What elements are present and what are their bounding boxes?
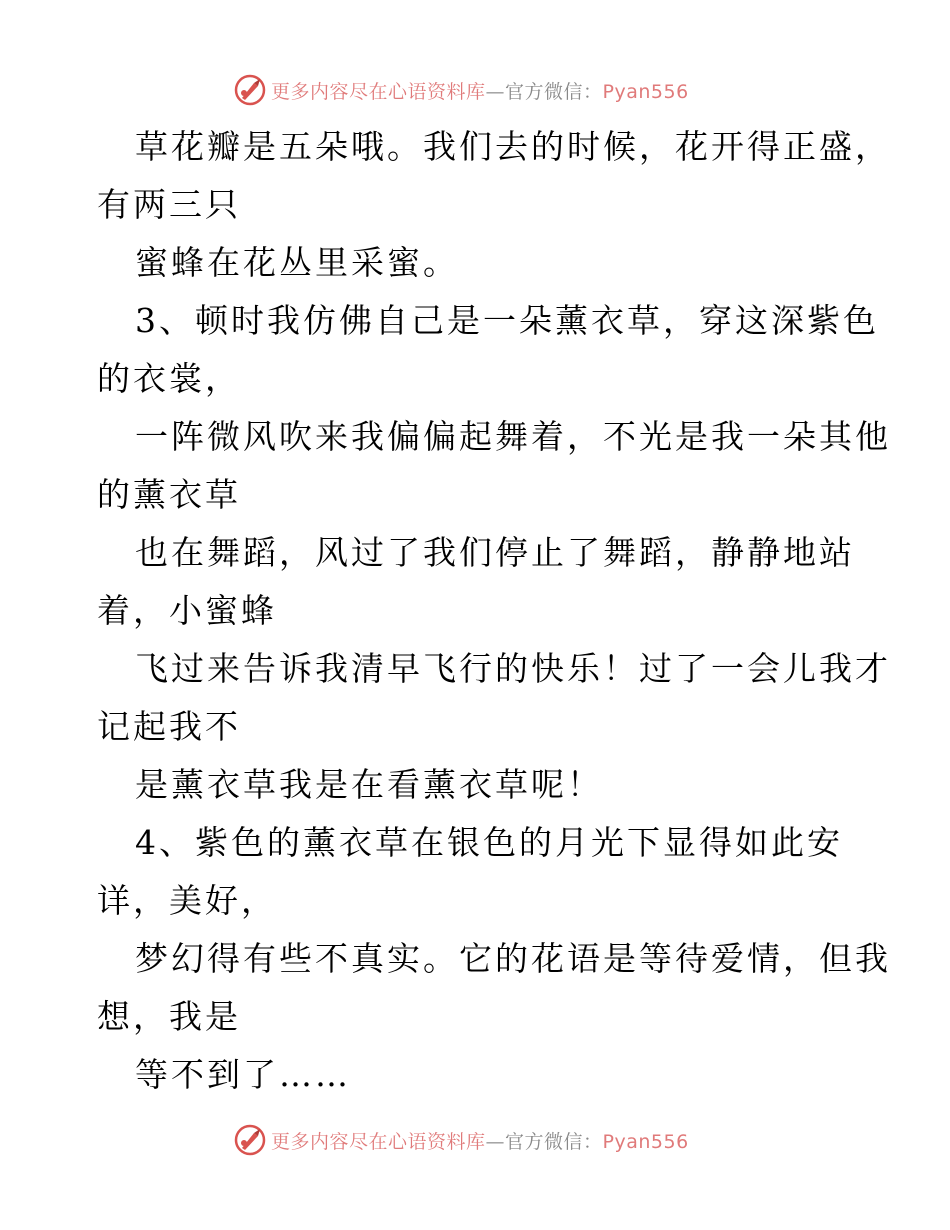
body-line-2: 有两三只: [97, 185, 241, 224]
footer-banner: [233, 1120, 689, 1160]
body-line-14: 详，美好，: [97, 881, 277, 920]
body-line-9: 着，小蜜蜂: [97, 591, 277, 630]
body-line-13: 4、紫色的薰衣草在银色的月光下显得如此安: [135, 823, 843, 862]
document-body: [97, 118, 891, 1104]
body-line-4: 3、顿时我仿佛自己是一朵薰衣草，穿这深紫色: [135, 301, 879, 340]
quill-logo-icon: [233, 73, 267, 107]
body-line-10: 飞过来告诉我清早飞行的快乐！过了一会儿我才: [135, 649, 891, 688]
quill-logo-icon: [233, 1123, 267, 1157]
header-wechat-label: 官方微信：: [505, 80, 603, 103]
header-dash: —: [485, 80, 506, 103]
body-line-3: 蜜蜂在花丛里采蜜。: [135, 243, 459, 282]
footer-site-text: 更多内容尽在心语资料库: [271, 1130, 486, 1153]
body-line-15: 梦幻得有些不真实。它的花语是等待爱情，但我: [135, 939, 891, 978]
footer-wechat-label: 官方微信：: [505, 1130, 603, 1153]
body-line-8: 也在舞蹈，风过了我们停止了舞蹈，静静地站: [135, 533, 855, 572]
body-line-12: 是薰衣草我是在看薰衣草呢！: [135, 765, 603, 804]
footer-wechat-id: Pyan556: [602, 1130, 689, 1153]
header-banner: [233, 70, 689, 110]
body-line-5: 的衣裳，: [97, 359, 241, 398]
footer-dash: —: [485, 1130, 506, 1153]
body-line-17: 等不到了……: [135, 1055, 351, 1094]
header-wechat-id: Pyan556: [602, 80, 689, 103]
body-line-1: 草花瓣是五朵哦。我们去的时候，花开得正盛，: [135, 127, 891, 166]
body-line-6: 一阵微风吹来我偏偏起舞着，不光是我一朵其他: [135, 417, 891, 456]
body-line-16: 想，我是: [97, 997, 241, 1036]
body-line-11: 记起我不: [97, 707, 241, 746]
header-site-text: 更多内容尽在心语资料库: [271, 80, 486, 103]
body-line-7: 的薰衣草: [97, 475, 241, 514]
